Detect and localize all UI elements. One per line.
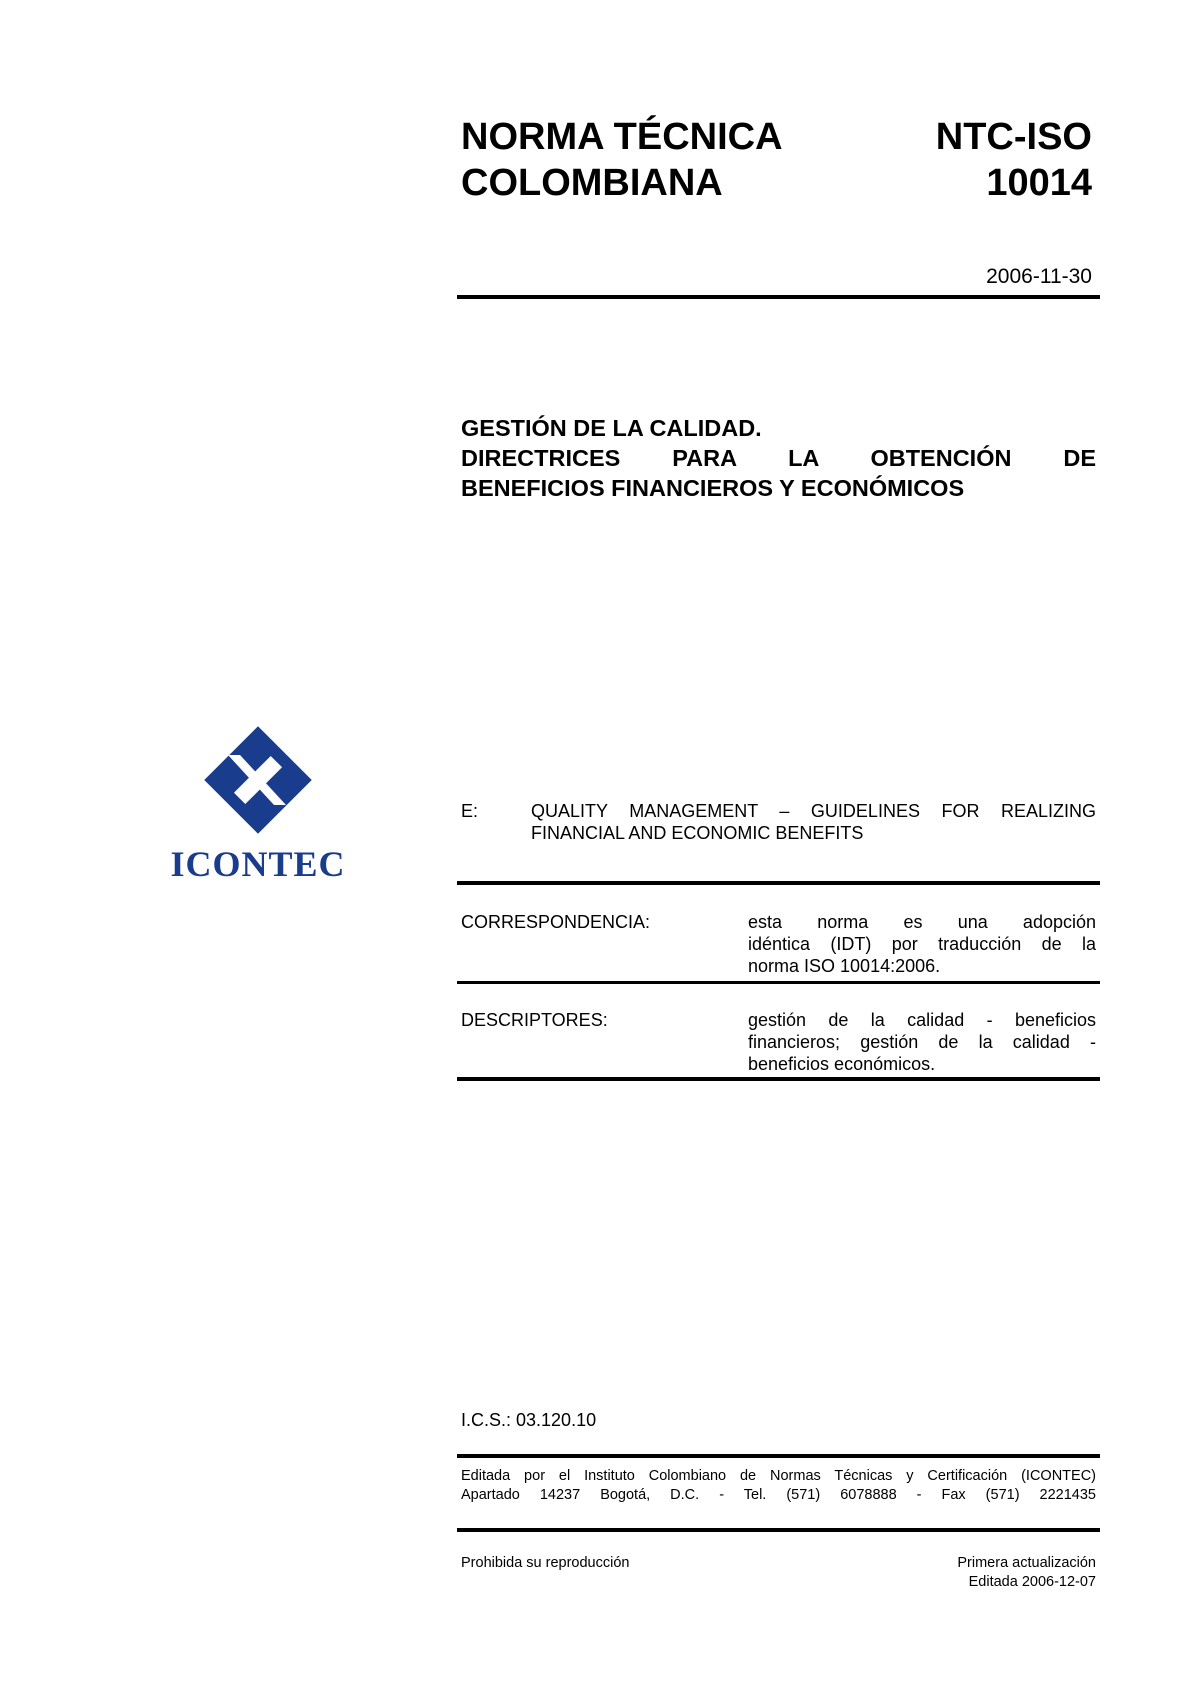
ics-code: I.C.S.: 03.120.10 bbox=[461, 1410, 597, 1430]
english-line-1: QUALITY MANAGEMENT – GUIDELINES FOR REALIZING bbox=[531, 801, 1096, 821]
footer-reproduction: Prohibida su reproducción bbox=[461, 1555, 630, 1571]
header-rule bbox=[457, 295, 1100, 299]
footer-edition bbox=[957, 1554, 1096, 1592]
footer-edition-line-1: Primera actualización bbox=[957, 1555, 1096, 1571]
descriptores-label: DESCRIPTORES: bbox=[461, 1010, 608, 1030]
descriptores-text bbox=[748, 1009, 1096, 1075]
norma-line-2: COLOMBIANA bbox=[461, 162, 723, 204]
correspondencia-text bbox=[748, 911, 1096, 977]
code-line-2: 10014 bbox=[986, 162, 1092, 204]
footer-edition-line-2: Editada 2006-12-07 bbox=[968, 1574, 1096, 1590]
english-line-2: FINANCIAL AND ECONOMIC BENEFITS bbox=[531, 823, 864, 843]
correspondencia-line-3: norma ISO 10014:2006. bbox=[748, 956, 941, 976]
rule-after-descriptores bbox=[457, 1077, 1100, 1081]
correspondencia-label: CORRESPONDENCIA: bbox=[461, 912, 651, 932]
rule-before-editor bbox=[457, 1454, 1100, 1458]
standard-date: 2006-11-30 bbox=[986, 265, 1092, 288]
document-title bbox=[461, 413, 1096, 503]
icontec-logo bbox=[168, 725, 348, 890]
icontec-logo-mark bbox=[168, 725, 348, 835]
english-title bbox=[531, 800, 1096, 844]
title-line-2: DIRECTRICES PARA LA OBTENCIÓN DE bbox=[461, 445, 1096, 471]
icontec-logo-text: ICONTEC bbox=[170, 844, 346, 884]
english-label: E: bbox=[461, 801, 479, 821]
descriptores-line-1: gestión de la calidad - beneficios bbox=[748, 1010, 1096, 1030]
correspondencia-line-2: idéntica (IDT) por traducción de la bbox=[748, 934, 1096, 954]
editor-info bbox=[461, 1467, 1096, 1505]
norma-line-1: NORMA TÉCNICA bbox=[461, 116, 783, 158]
correspondencia-line-1: esta norma es una adopción bbox=[748, 912, 1096, 932]
title-line-1: GESTIÓN DE LA CALIDAD. bbox=[461, 415, 762, 441]
standard-code bbox=[936, 114, 1092, 206]
title-line-3: BENEFICIOS FINANCIEROS Y ECONÓMICOS bbox=[461, 475, 965, 501]
norma-title bbox=[461, 114, 783, 206]
descriptores-line-3: beneficios económicos. bbox=[748, 1054, 936, 1074]
descriptores-line-2: financieros; gestión de la calidad - bbox=[748, 1032, 1096, 1052]
editor-line-2: Apartado 14237 Bogotá, D.C. - Tel. (571) 6078888 - Fax (571) 2221435 bbox=[461, 1487, 1096, 1503]
editor-line-1: Editada por el Instituto Colombiano de Normas Técnicas y Certificación (ICONTEC) bbox=[461, 1468, 1096, 1484]
code-line-1: NTC-ISO bbox=[935, 116, 1092, 158]
rule-before-correspondencia bbox=[457, 881, 1100, 885]
rule-before-descriptores bbox=[457, 981, 1100, 984]
rule-before-footer bbox=[457, 1528, 1100, 1532]
